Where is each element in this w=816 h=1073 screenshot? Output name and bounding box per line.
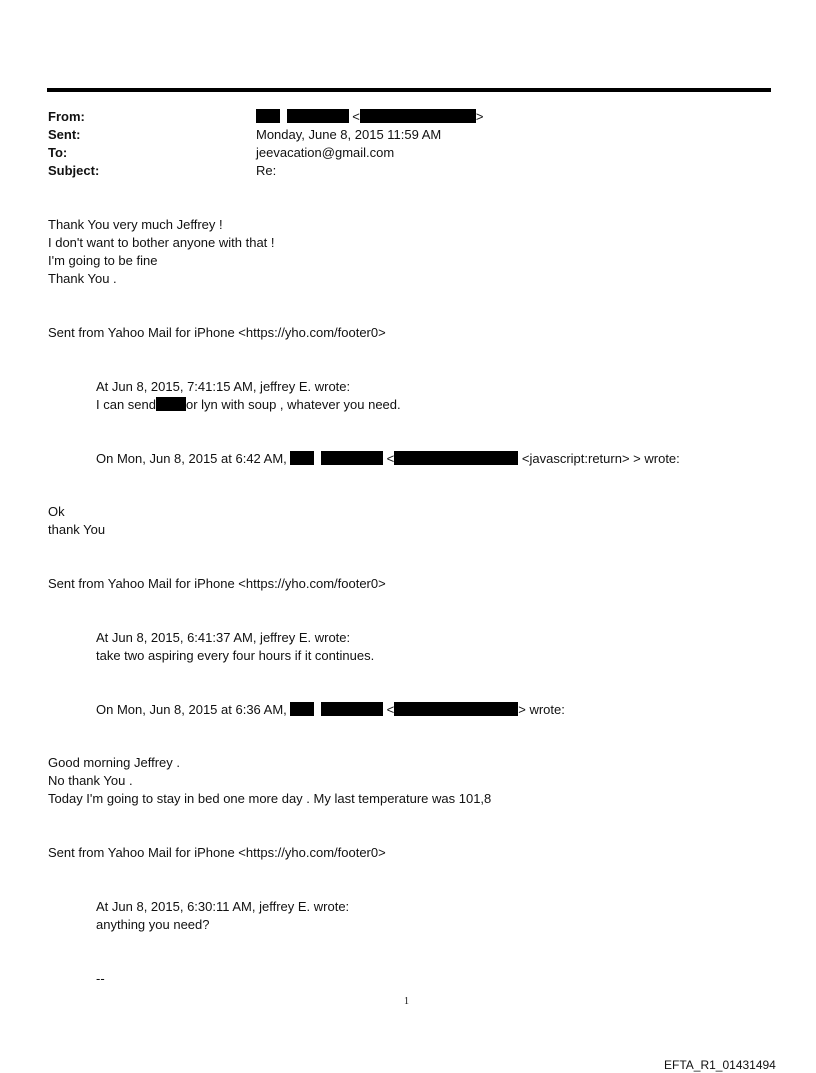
redaction-block [321, 702, 383, 716]
body-line: I'm going to be fine [48, 253, 158, 268]
page-number: 1 [404, 996, 409, 1007]
redaction-block [394, 451, 518, 465]
to-label: To: [48, 145, 68, 160]
to-value: jeevacation@gmail.com [256, 145, 395, 160]
quote-text-before: I can send [96, 397, 156, 412]
quote-text: take two aspiring every four hours if it continues. [96, 648, 375, 663]
quote-text [96, 396, 401, 414]
body-line: Thank You very much Jeffrey ! [48, 217, 223, 232]
sent-value: Monday, June 8, 2015 11:59 AM [256, 127, 442, 142]
redaction-block [290, 702, 314, 716]
mail-signature: Sent from Yahoo Mail for iPhone <https://yho.com/footer0> [48, 325, 386, 340]
signature-dashes: -- [96, 971, 105, 986]
header-rule [47, 88, 771, 92]
quote-text: anything you need? [96, 917, 210, 932]
redaction-block [290, 451, 314, 465]
body-line: Good morning Jeffrey . [48, 755, 180, 770]
message-body [48, 503, 105, 539]
message-body [48, 216, 275, 288]
body-line: No thank You . [48, 773, 133, 788]
redaction-block [256, 109, 280, 123]
body-line: Today I'm going to stay in bed one more day . My last temperature was 101,8 [48, 791, 492, 806]
from-label: From: [48, 109, 85, 124]
subject-label: Subject: [48, 163, 100, 178]
quote-attribution: At Jun 8, 2015, 7:41:15 AM, jeffrey E. wrote: [96, 379, 351, 394]
reply-suffix: > wrote: [518, 702, 565, 717]
reply-header [96, 450, 680, 468]
mail-signature: Sent from Yahoo Mail for iPhone <https://yho.com/footer0> [48, 576, 386, 591]
subject-value: Re: [256, 163, 277, 178]
redaction-block [360, 109, 476, 123]
body-line: thank You [48, 522, 106, 537]
reply-suffix: <javascript:return> > wrote: [521, 451, 680, 466]
body-line: I don't want to bother anyone with that ! [48, 235, 275, 250]
quote-text-after: or lyn with soup , whatever you need. [186, 397, 401, 412]
reply-prefix: On Mon, Jun 8, 2015 at 6:36 AM, [96, 702, 287, 717]
mail-signature: Sent from Yahoo Mail for iPhone <https://yho.com/footer0> [48, 845, 386, 860]
sent-label: Sent: [48, 127, 81, 142]
from-value [256, 108, 483, 126]
redaction-block [156, 397, 186, 411]
redaction-block [321, 451, 383, 465]
reply-lt: < [386, 702, 395, 717]
body-line: Ok [48, 504, 65, 519]
from-lt: < [352, 109, 360, 124]
redaction-block [287, 109, 349, 123]
redaction-block [394, 702, 518, 716]
quote-attribution: At Jun 8, 2015, 6:30:11 AM, jeffrey E. wrote: [96, 899, 350, 914]
from-gt: > [475, 109, 484, 124]
reply-header [96, 701, 565, 719]
document-id: EFTA_R1_01431494 [664, 1058, 776, 1072]
body-line: Thank You . [48, 271, 117, 286]
reply-prefix: On Mon, Jun 8, 2015 at 6:42 AM, [96, 451, 287, 466]
quote-attribution: At Jun 8, 2015, 6:41:37 AM, jeffrey E. wrote: [96, 630, 351, 645]
message-body [48, 754, 491, 808]
reply-lt: < [386, 451, 395, 466]
